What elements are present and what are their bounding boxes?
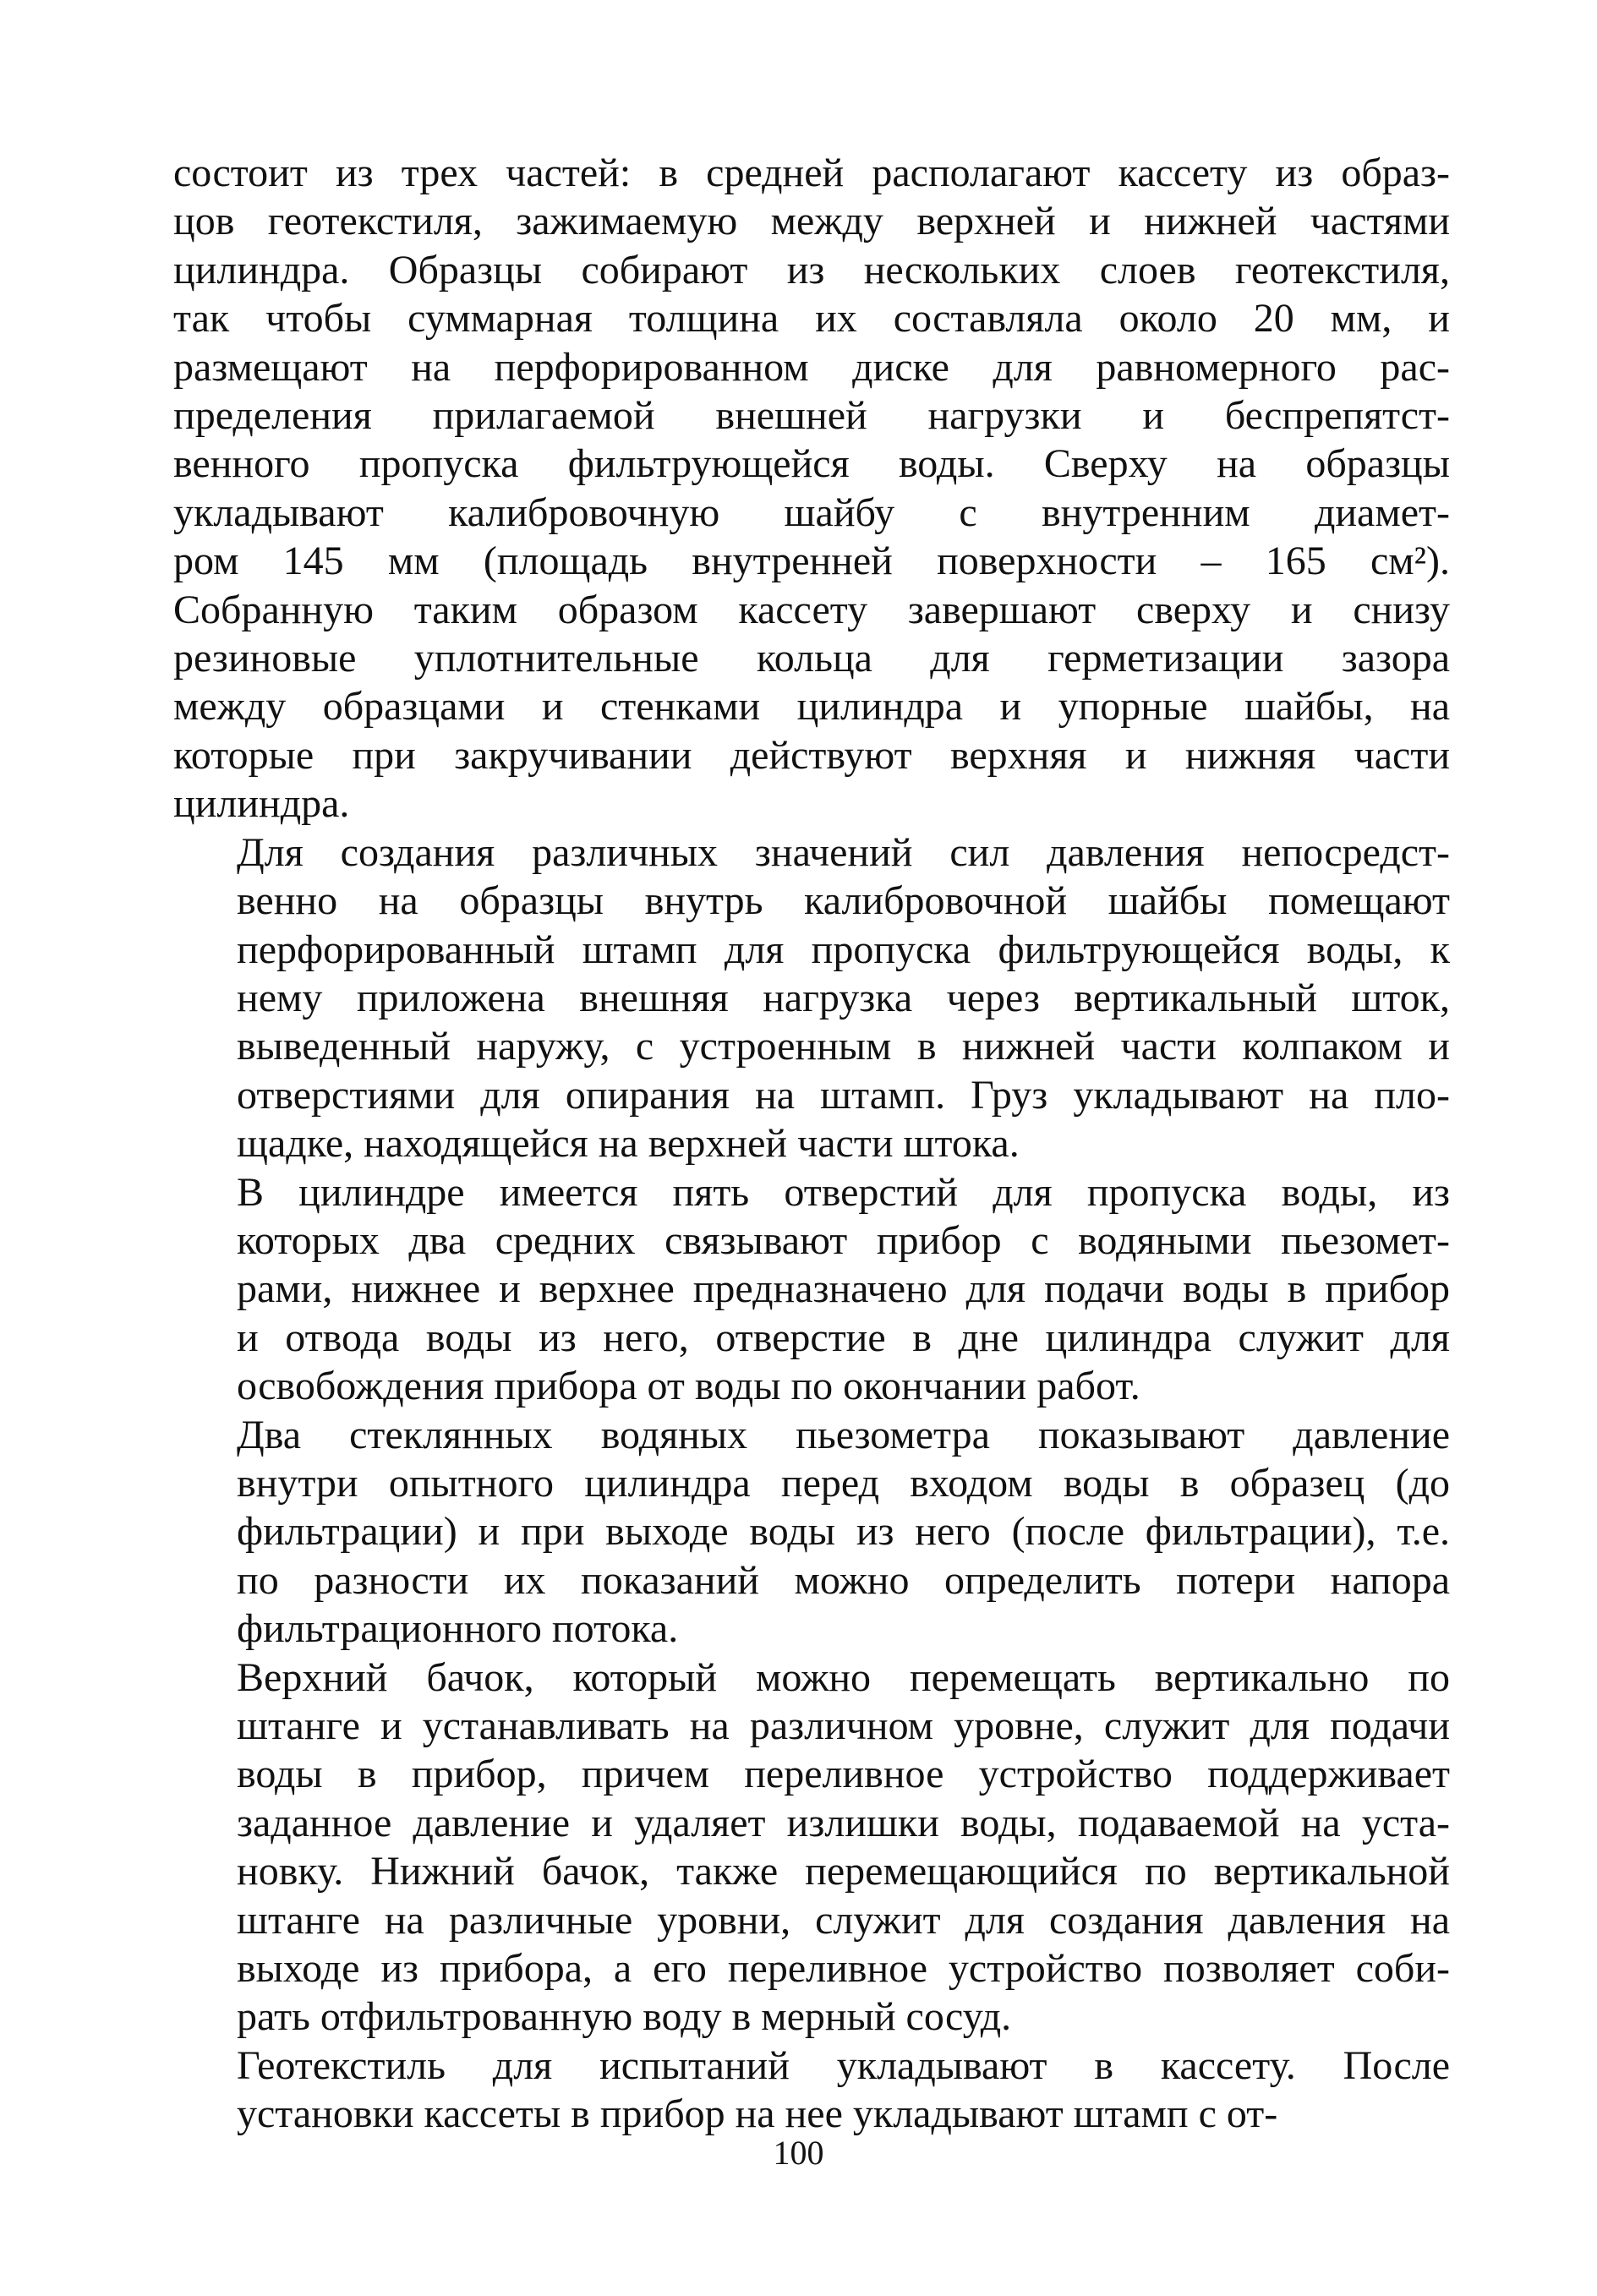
text-line: Верхний бачок, который можно перемещать вертикально по: [237, 1654, 1450, 1700]
text-line: которые при закручивании действуют верхняя и нижняя части: [173, 732, 1450, 778]
text-line: так чтобы суммарная толщина их составляла около 20 мм, и: [173, 296, 1450, 342]
paragraph-5: [173, 1654, 1450, 2042]
paragraph-2: [173, 828, 1450, 1168]
text-line: венно на образцы внутрь калибровочной шайбы помещают: [237, 878, 1450, 924]
text-line: фильтрационного потока.: [237, 1606, 679, 1652]
text-line: Собранную таким образом кассету завершают сверху и снизу: [173, 587, 1450, 632]
text-line: ром 145 мм (площадь внутренней поверхности – 165 см²).: [173, 538, 1450, 584]
paragraph-1: [173, 149, 1450, 828]
text-line: рать отфильтрованную воду в мерный сосуд.: [237, 1994, 1012, 2040]
text-line: установки кассеты в прибор на нее укладывают штамп с от-: [237, 2091, 1278, 2137]
text-line: Геотекстиль для испытаний укладывают в кассету. После: [237, 2042, 1450, 2088]
text-line: нему приложена внешняя нагрузка через вертикальный шток,: [237, 975, 1450, 1020]
text-line: штанге и устанавливать на различном уровне, служит для подачи: [237, 1703, 1450, 1748]
text-line: выведенный наружу, с устроенным в нижней части колпаком и: [237, 1024, 1450, 1069]
text-line: Для создания различных значений сил давления непосредст-: [237, 829, 1450, 875]
text-line: пределения прилагаемой внешней нагрузки и беспрепятст-: [173, 393, 1450, 439]
text-line: между образцами и стенками цилиндра и упорные шайбы, на: [173, 684, 1450, 730]
text-line: отверстиями для опирания на штамп. Груз укладывают на пло-: [237, 1072, 1450, 1118]
text-line: перфорированный штамп для пропуска фильтрующейся воды, к: [237, 927, 1450, 972]
text-line: рами, нижнее и верхнее предназначено для подачи воды в прибор: [237, 1266, 1450, 1312]
text-line: щадке, находящейся на верхней части штока.: [237, 1121, 1020, 1167]
paragraph-3: [173, 1168, 1450, 1411]
text-line: цов геотекстиля, зажимаемую между верхней и нижней частями: [173, 199, 1450, 244]
text-line: заданное давление и удаляет излишки воды, подаваемой на уста-: [237, 1800, 1450, 1845]
page-number: 100: [773, 2134, 824, 2172]
text-line: В цилиндре имеется пять отверстий для пропуска воды, из: [237, 1169, 1450, 1215]
text-line: по разности их показаний можно определить потери напора: [237, 1557, 1450, 1603]
text-line: новку. Нижний бачок, также перемещающийся по вертикальной: [237, 1849, 1450, 1894]
text-line: размещают на перфорированном диске для равномерного рас-: [173, 344, 1450, 390]
text-line: резиновые уплотнительные кольца для герметизации зазора: [173, 636, 1450, 681]
text-line: штанге на различные уровни, служит для создания давления на: [237, 1897, 1450, 1943]
paragraph-4: [173, 1411, 1450, 1654]
text-line: цилиндра.: [173, 781, 350, 827]
paragraph-6: [173, 2042, 1450, 2139]
text-line: освобождения прибора от воды по окончании работ.: [237, 1364, 1140, 1409]
text-line: и отвода воды из него, отверстие в дне цилиндра служит для: [237, 1315, 1450, 1360]
body-text: [173, 149, 1450, 2139]
text-line: цилиндра. Образцы собирают из нескольких слоев геотекстиля,: [173, 247, 1450, 292]
text-line: внутри опытного цилиндра перед входом воды в образец (до: [237, 1460, 1450, 1506]
text-line: фильтрации) и при выходе воды из него (после фильтрации), т.е.: [237, 1509, 1450, 1555]
text-line: состоит из трех частей: в средней располагают кассету из образ-: [173, 150, 1450, 195]
text-line: которых два средних связывают прибор с водяными пьезомет-: [237, 1217, 1450, 1263]
text-line: венного пропуска фильтрующейся воды. Сверху на образцы: [173, 441, 1450, 487]
text-line: укладывают калибровочную шайбу с внутренним диамет-: [173, 489, 1450, 535]
text-line: выходе из прибора, а его переливное устройство позволяет соби-: [237, 1946, 1450, 1992]
text-line: Два стеклянных водяных пьезометра показывают давление: [237, 1412, 1450, 1457]
text-line: воды в прибор, причем переливное устройство поддерживает: [237, 1752, 1450, 1797]
